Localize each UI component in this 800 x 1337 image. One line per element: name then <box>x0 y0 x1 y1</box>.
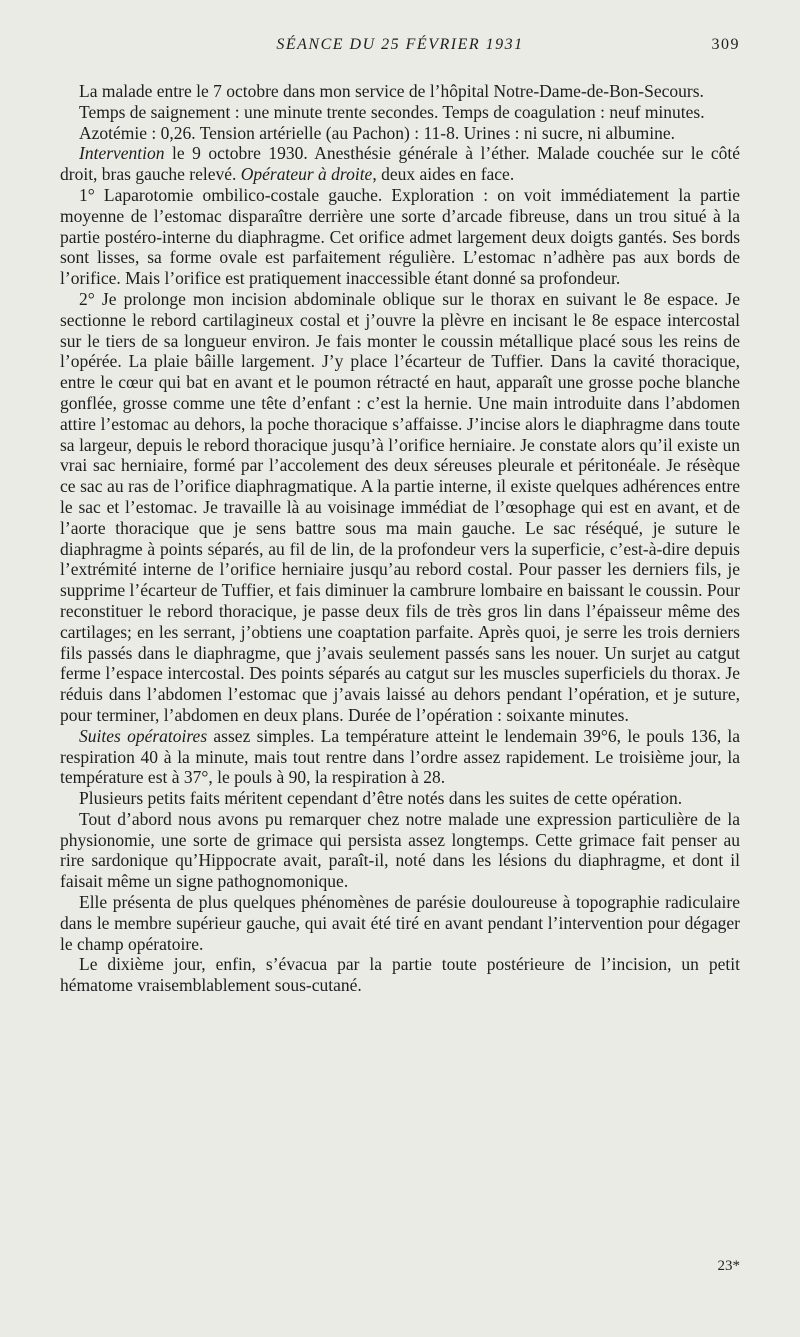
body-text <box>60 81 740 996</box>
signature-mark: 23* <box>717 1258 740 1274</box>
paragraph-10 <box>60 892 740 954</box>
paragraph-4 <box>60 143 740 185</box>
paragraph-italic: Opérateur à droite <box>240 164 373 185</box>
paragraph-text: le 9 octobre 1930. Anesthésie générale à l’éther. Malade couchée sur le côté droit, bras gauche relevé. <box>60 143 740 185</box>
paragraph-7 <box>60 726 740 788</box>
paragraph-3 <box>60 123 740 144</box>
paragraph-text: Azotémie : 0,26. Tension artérielle (au Pachon) : 11-8. Urines : ni sucre, ni albumine. <box>79 122 676 143</box>
paragraph-8 <box>60 788 740 809</box>
paragraph-text: La malade entre le 7 octobre dans mon service de l’hôpital Notre-Dame-de-Bon-Secours. <box>79 81 704 101</box>
paragraph-lead-italic: Suites opératoires <box>79 725 208 746</box>
paragraph-lead-italic: Intervention <box>79 143 165 164</box>
paragraph-1 <box>60 81 740 102</box>
paragraph-11 <box>60 954 740 996</box>
paragraph-text: Le dixième jour, enfin, s’évacua par la partie toute postérieure de l’incision, un petit hématome vraisemblablement sous-cutané. <box>60 954 740 996</box>
paragraph-6 <box>60 289 740 726</box>
running-head <box>60 36 740 62</box>
paragraph-5 <box>60 185 740 289</box>
page-number: 309 <box>711 36 740 53</box>
paragraph-text: 1° Laparotomie ombilico-costale gauche. Exploration : on voit immédiatement la partie moyenne de l’estomac disparaître derrière une sorte d’arcade fibreuse, dans un trou situé à la partie postéro-interne du diaphragme. Cet orifice admet largement deux doigts gantés. Ses bords sont lisses, sa forme ovale est parfaitement régulière. L’estomac n’adhère pas aux bords de l’orifice. Mais l’orifice est pratiquement inaccessible étant donné sa profondeur. <box>60 184 740 289</box>
paragraph-9 <box>60 809 740 892</box>
paragraph-text: 2° Je prolonge mon incision abdominale oblique sur le thorax en suivant le 8e espace. Je sectionne le rebord cartilagineux costal et j’ouvre la plèvre en incisant le 8e espace intercostal sur le tiers de sa longueur environ. Je fais monter le coussin métallique placé sous les reins de l’opérée. La plaie bâille largement. J’y place l’écarteur de Tuffier. Dans la cavité thoracique, entre le cœur qui bat en avant et le poumon rétracté en haut, apparaît une grosse poche blanche gonflée, grosse comme une tête d’enfant : c’est la hernie. Une main introduite dans l’abdomen attire l’estomac au dehors, la poche thoracique s’affaisse. J’incise alors le diaphragme dans toute sa largeur, depuis le rebord thoracique jusqu’à l’orifice herniaire. Je constate alors qu’il existe un vrai sac herniaire, formé par l’accolement des deux séreuses pleurale et péritonéale. Je résèque ce sac au ras de l’orifice diaphragmatique. A la partie interne, il existe quelques adhérences entre le sac et l’estomac. Je travaille là au voisinage immédiat de l’œsophage qui est en avant, et de l’aorte thoracique que je sens battre sous ma main gauche. Le sac réséqué, je suture le diaphragme à points séparés, au fil de lin, de la profondeur vers la superficie, c’est-à-dire depuis l’extrémité interne de l’orifice herniaire jusqu’au rebord costal. Pour passer les derniers fils, je supprime l’écarteur de Tuffier, et fais diminuer la cambrure lombaire en baissant le coussin. Pour reconstituer le rebord thoracique, je passe deux fils de très gros lin dans l’épaisseur même des cartilages; en les serrant, j’obtiens une coaptation parfaite. Après quoi, je serre les trois derniers fils passés dans le diaphragme, que j’avais seulement passés sans les nouer. Un surjet au catgut ferme l’espace intercostal. Des points séparés au catgut sur les muscles superficiels du thorax. Je réduis dans l’abdomen l’estomac que j’avais laissé au dehors pendant l’opération, et je suture, pour terminer, l’abdomen en deux plans. Durée de l’opération : soixante minutes. <box>60 288 740 725</box>
paragraph-text: Plusieurs petits faits méritent cependant d’être notés dans les suites de cette opération. <box>79 788 683 809</box>
paragraph-text-end: , deux aides en face. <box>372 164 515 185</box>
paragraph-text: Tout d’abord nous avons pu remarquer chez notre malade une expression particulière de la physionomie, une sorte de grimace qui persista assez longtemps. Cette grimace fait penser au rire sardonique qu’Hippocrate avait, paraît-il, noté dans les lésions du diaphragme, et dont il faisait même un signe pathognomonique. <box>60 808 740 892</box>
running-title: SÉANCE DU 25 FÉVRIER 1931 <box>276 36 524 53</box>
paragraph-2 <box>60 102 740 123</box>
paragraph-text: Elle présenta de plus quelques phénomènes de parésie douloureuse à topographie radiculaire dans le membre supérieur gauche, qui avait été tiré en avant pendant l’intervention pour dégager le champ opératoire. <box>60 892 740 954</box>
paragraph-text: Temps de saignement : une minute trente secondes. Temps de coagulation : neuf minutes. <box>79 101 705 122</box>
paragraph-text: assez simples. La température atteint le lendemain 39°6, le pouls 136, la respiration 40 à la minute, mais tout rentre dans l’ordre assez rapidement. Le troisième jour, la température est à 37°, le pouls à 90, la respiration à 28. <box>60 725 740 788</box>
